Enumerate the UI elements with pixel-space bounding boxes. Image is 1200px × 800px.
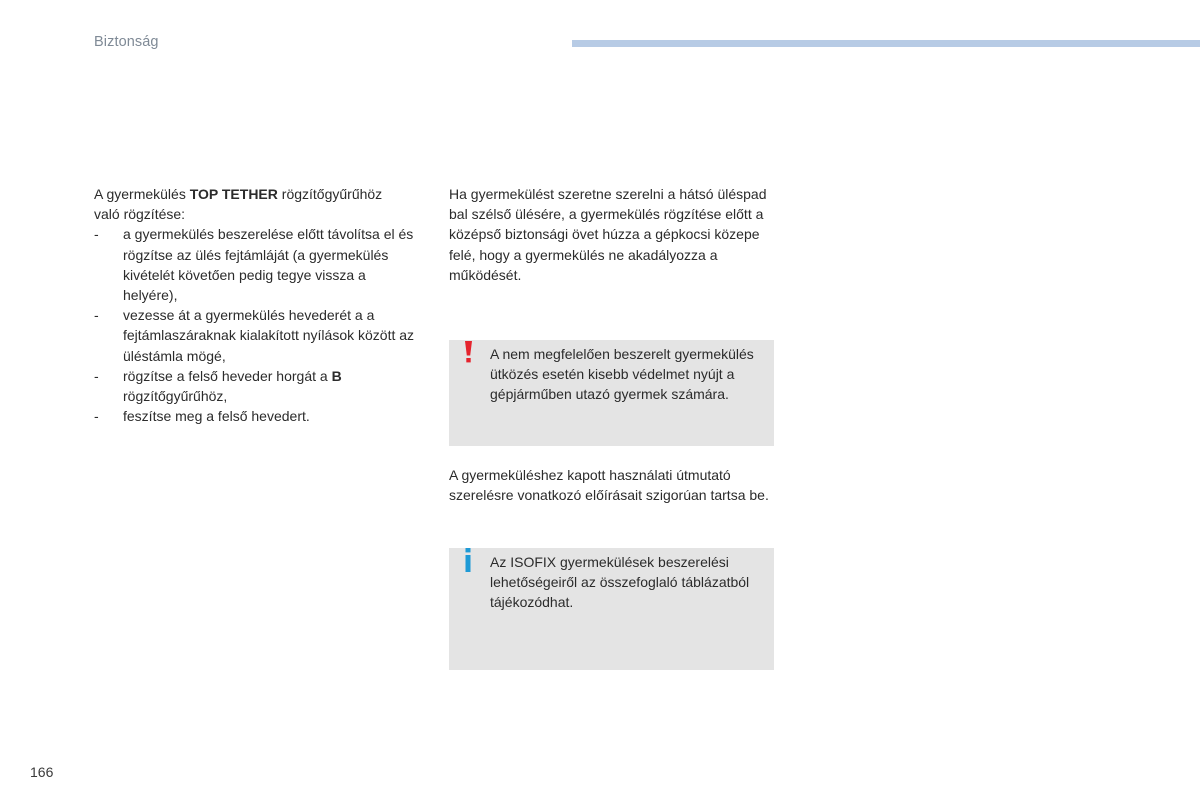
info-note (449, 548, 774, 670)
list-item (94, 406, 424, 426)
exclamation-icon (461, 340, 475, 369)
left-column (94, 184, 424, 426)
list-item-text-suffix: rögzítőgyűrűhöz, (123, 388, 228, 405)
intro-bold: TOP TETHER (189, 186, 278, 202)
info-icon (461, 548, 475, 577)
list-item-text: feszítse meg a felső hevedert. (123, 408, 310, 425)
page-number: 166 (30, 764, 54, 780)
header-accent-bar (572, 40, 1200, 47)
list-item-bold: B (331, 367, 342, 384)
list-dash: - (94, 408, 99, 425)
intro-line2: való rögzítése: (94, 206, 186, 223)
intro-suffix: rögzítőgyűrűhöz (277, 186, 383, 202)
warning-note (449, 340, 774, 446)
intro-prefix: A gyermekülés (94, 186, 190, 202)
list-dash: - (94, 367, 99, 384)
list-item-text: vezesse át a gyermekülés hevederét a a fejtámlaszáraknak kialakított nyílások között az üléstámla mögé, (123, 307, 415, 364)
list-dash: - (94, 307, 99, 324)
list-item (94, 305, 424, 366)
right-paragraph-1: Ha gyermekülést szeretne szerelni a hátsó üléspad bal szélső ülésére, a gyermekülés rögzítése előtt a középső biztonsági övet húzza a gépkocsi közepe felé, hogy a gyermekülés ne akadályozza a működését. (449, 186, 767, 283)
instruction-list (94, 224, 424, 426)
info-text: Az ISOFIX gyermekülések beszerelési lehetőségeiről az összefoglaló táblázatból tájékozódhat. (490, 554, 750, 611)
intro-paragraph (94, 184, 424, 224)
list-item (94, 366, 424, 406)
list-item-text: a gyermekülés beszerelése előtt távolítsa el és rögzítse az ülés fejtámláját (a gyermekülés kivételét követően pedig tegye vissza a helyére), (123, 226, 414, 304)
warning-text: A nem megfelelően beszerelt gyermekülés ütközés esetén kisebb védelmet nyújt a gépjárműben utazó gyermek számára. (490, 346, 754, 403)
section-title: Biztonság (94, 34, 159, 50)
list-dash: - (94, 226, 99, 243)
right-paragraph-2: A gyermeküléshez kapott használati útmutató szerelésre vonatkozó előírásait szigorúan tartsa be. (449, 467, 769, 504)
list-item (94, 224, 424, 305)
list-item-text-prefix: rögzítse a felső heveder horgát a (123, 367, 332, 384)
